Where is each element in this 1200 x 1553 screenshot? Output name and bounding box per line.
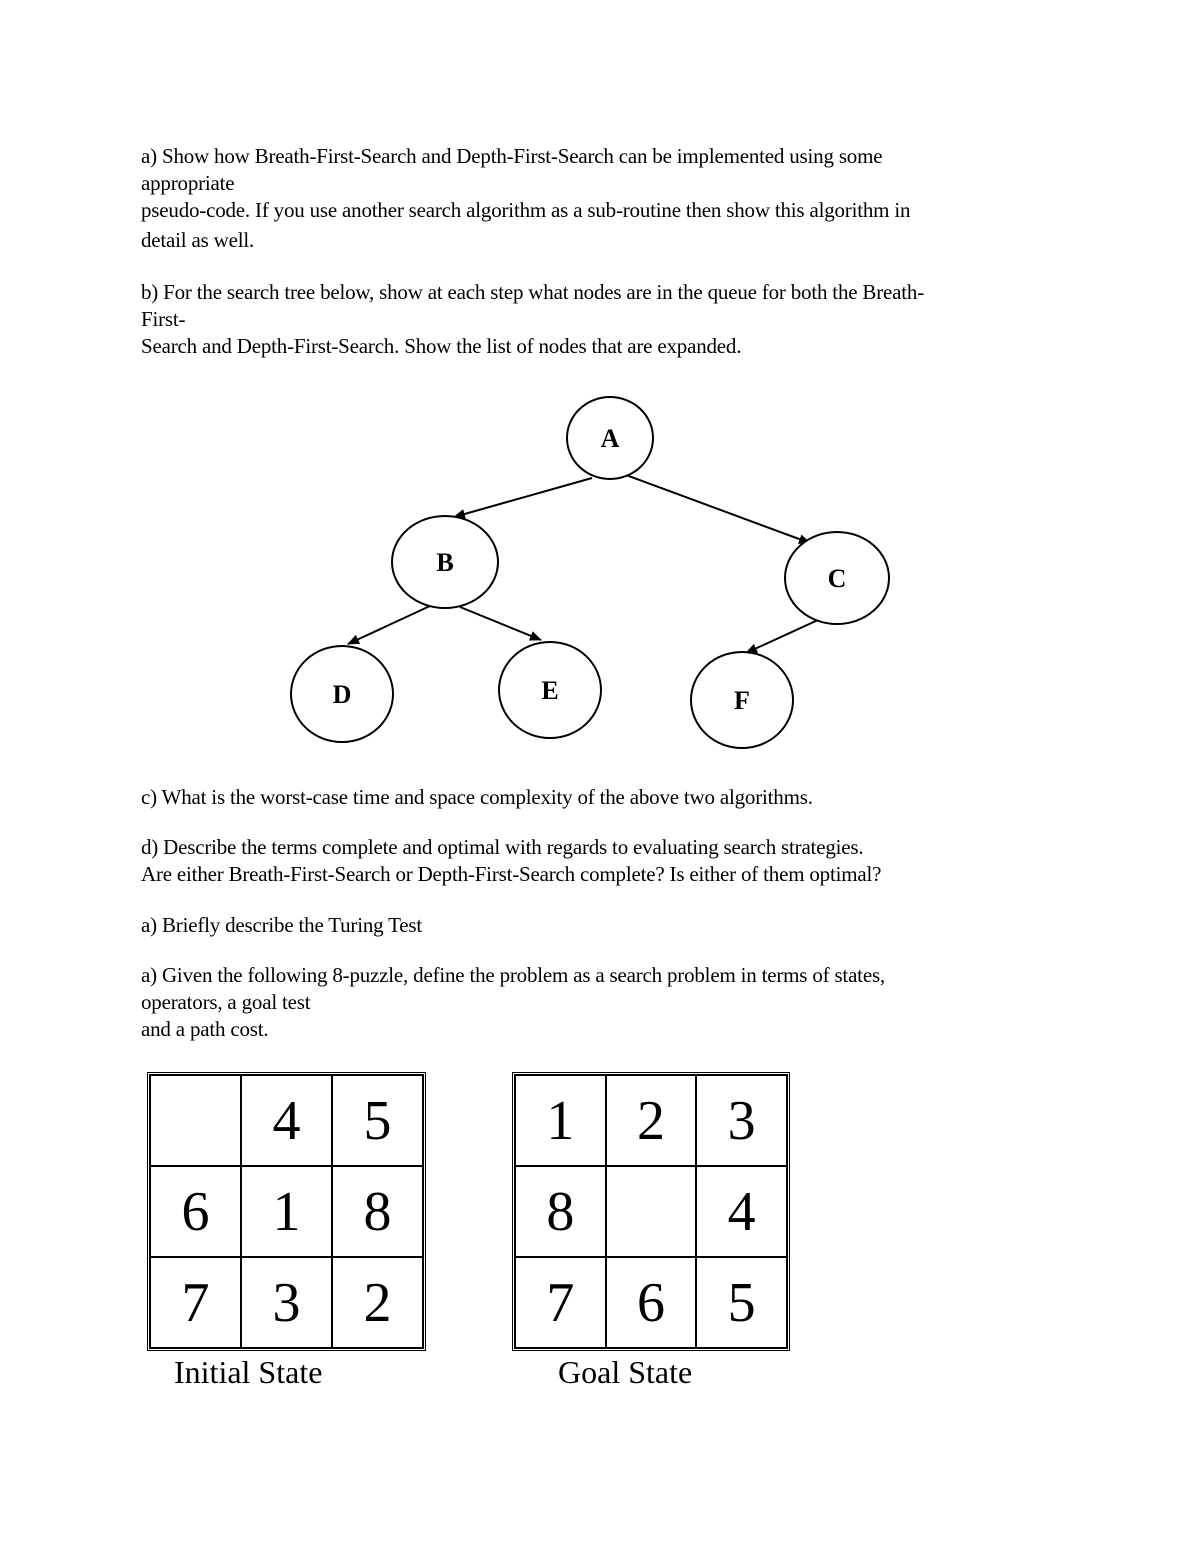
text-line: First- <box>141 307 186 331</box>
tree-nodes <box>291 397 889 748</box>
tree-node-label: C <box>827 564 847 593</box>
goal-state-label: Goal State <box>558 1354 693 1390</box>
text-line: operators, a goal test <box>141 990 311 1014</box>
puzzle-cell: 6 <box>606 1257 697 1348</box>
puzzle-cell: 5 <box>696 1257 787 1348</box>
question-8-puzzle <box>141 962 1061 1043</box>
puzzle-cell: 2 <box>606 1075 697 1166</box>
search-tree-diagram <box>0 0 1200 760</box>
tree-node-label: F <box>734 686 750 715</box>
puzzle-cell: 8 <box>515 1166 606 1257</box>
text-line: a) Show how Breath-First-Search and Depth-First-Search can be implemented using some <box>141 144 883 168</box>
puzzle-cell: 8 <box>332 1166 423 1257</box>
puzzle-cell: 5 <box>332 1075 423 1166</box>
tree-node-f <box>691 652 793 748</box>
puzzle-cell <box>606 1166 697 1257</box>
initial-state-grid <box>147 1072 426 1351</box>
puzzle-cell: 7 <box>150 1257 241 1348</box>
text-line: c) What is the worst-case time and space complexity of the above two algorithms. <box>141 785 813 809</box>
goal-state-grid <box>512 1072 790 1351</box>
tree-node-a <box>567 397 653 479</box>
tree-node-b <box>392 516 498 608</box>
puzzle-cell: 2 <box>332 1257 423 1348</box>
tree-node-d <box>291 646 393 742</box>
text-line: Search and Depth-First-Search. Show the list of nodes that are expanded. <box>141 334 742 358</box>
text-line: detail as well. <box>141 228 255 252</box>
text-line: a) Given the following 8-puzzle, define the problem as a search problem in terms of states, <box>141 963 885 987</box>
tree-edge-a-b <box>454 478 592 517</box>
puzzle-cell: 1 <box>515 1075 606 1166</box>
puzzle-cell: 4 <box>696 1166 787 1257</box>
tree-edge-c-f <box>746 620 818 653</box>
tree-node-label: A <box>600 424 620 453</box>
tree-edge-b-e <box>460 607 541 640</box>
question-turing-test <box>141 912 1061 939</box>
text-line: d) Describe the terms complete and optimal with regards to evaluating search strategies. <box>141 835 864 859</box>
tree-edge-a-c <box>626 475 810 543</box>
text-line: a) Briefly describe the Turing Test <box>141 913 423 937</box>
text-line: Are either Breath-First-Search or Depth-First-Search complete? Is either of them optimal? <box>141 862 882 886</box>
tree-node-label: B <box>436 548 454 577</box>
text-line: pseudo-code. If you use another search algorithm as a sub-routine then show this algorithm in <box>141 198 911 222</box>
puzzle-cell <box>150 1075 241 1166</box>
puzzle-cell: 3 <box>241 1257 332 1348</box>
tree-node-label: E <box>541 676 559 705</box>
question-d-complete-optimal <box>141 834 1061 888</box>
question-c-complexity <box>141 784 1061 811</box>
puzzle-cell: 1 <box>241 1166 332 1257</box>
text-line: b) For the search tree below, show at each step what nodes are in the queue for both the Breath- <box>141 280 924 304</box>
tree-node-c <box>785 532 889 624</box>
puzzle-cell: 6 <box>150 1166 241 1257</box>
tree-edge-b-d <box>348 606 430 644</box>
puzzle-cell: 4 <box>241 1075 332 1166</box>
puzzle-cell: 3 <box>696 1075 787 1166</box>
puzzle-cell: 7 <box>515 1257 606 1348</box>
text-line: appropriate <box>141 171 235 195</box>
tree-node-e <box>499 642 601 738</box>
tree-node-label: D <box>332 680 352 709</box>
text-line: and a path cost. <box>141 1017 269 1041</box>
initial-state-label: Initial State <box>174 1354 323 1390</box>
